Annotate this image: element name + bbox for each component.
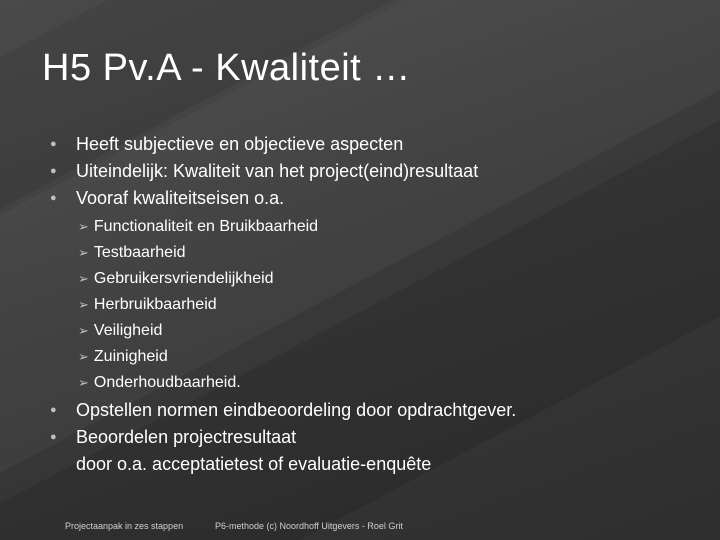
dot-bullet-icon: ● [50, 431, 57, 443]
footer-right: P6-methode (c) Noordhoff Uitgevers - Roel Grit [215, 521, 403, 531]
bullet-text: Vooraf kwaliteitseisen o.a. [76, 188, 285, 208]
sub-bullet-item [78, 370, 638, 396]
bullet-item [50, 185, 690, 212]
bullet-item [50, 397, 690, 424]
dot-bullet-icon: ● [50, 138, 57, 150]
sub-bullet-text: Herbruikbaarheid [93, 296, 217, 313]
bullet-text: Opstellen normen eindbeoordeling door opdrachtgever. [76, 400, 517, 420]
bullet-item [50, 158, 690, 185]
sub-bullet-text: Zuinigheid [93, 348, 168, 365]
sub-bullet-text: Testbaarheid [93, 244, 186, 261]
bullet-item [50, 424, 690, 478]
sub-bullet-item [78, 318, 638, 344]
bullet-text-continuation: door o.a. acceptatietest of evaluatie-enquête [76, 454, 432, 474]
sub-bullet-list [78, 214, 638, 396]
sub-bullet-item [78, 214, 638, 240]
sub-bullet-item [78, 266, 638, 292]
sub-bullet-text: Functionaliteit en Bruikbaarheid [93, 218, 319, 235]
sub-bullet-text: Gebruikersvriendelijkheid [93, 270, 274, 287]
dot-bullet-icon: ● [50, 192, 57, 204]
sub-bullet-text: Veiligheid [93, 322, 163, 339]
bullet-list-bottom [50, 397, 690, 478]
dot-bullet-icon: ● [50, 404, 57, 416]
footer-left: Projectaanpak in zes stappen [65, 521, 184, 531]
arrow-bullet-icon: ➢ [78, 349, 89, 364]
arrow-bullet-icon: ➢ [78, 271, 89, 286]
slide-title: H5 Pv.A - Kwaliteit … [42, 47, 411, 89]
bullet-text: Beoordelen projectresultaat [76, 427, 297, 447]
arrow-bullet-icon: ➢ [78, 375, 89, 390]
sub-bullet-item [78, 240, 638, 266]
bullet-text: Heeft subjectieve en objectieve aspecten [76, 134, 404, 154]
sub-bullet-text: Onderhoudbaarheid. [93, 374, 241, 391]
dot-bullet-icon: ● [50, 165, 57, 177]
sub-bullet-item [78, 344, 638, 370]
arrow-bullet-icon: ➢ [78, 323, 89, 338]
arrow-bullet-icon: ➢ [78, 245, 89, 260]
arrow-bullet-icon: ➢ [78, 219, 89, 234]
bullet-item [50, 131, 690, 158]
sub-bullet-item [78, 292, 638, 318]
bullet-text: Uiteindelijk: Kwaliteit van het project(eind)resultaat [76, 161, 479, 181]
arrow-bullet-icon: ➢ [78, 297, 89, 312]
bullet-list-top [50, 131, 690, 212]
